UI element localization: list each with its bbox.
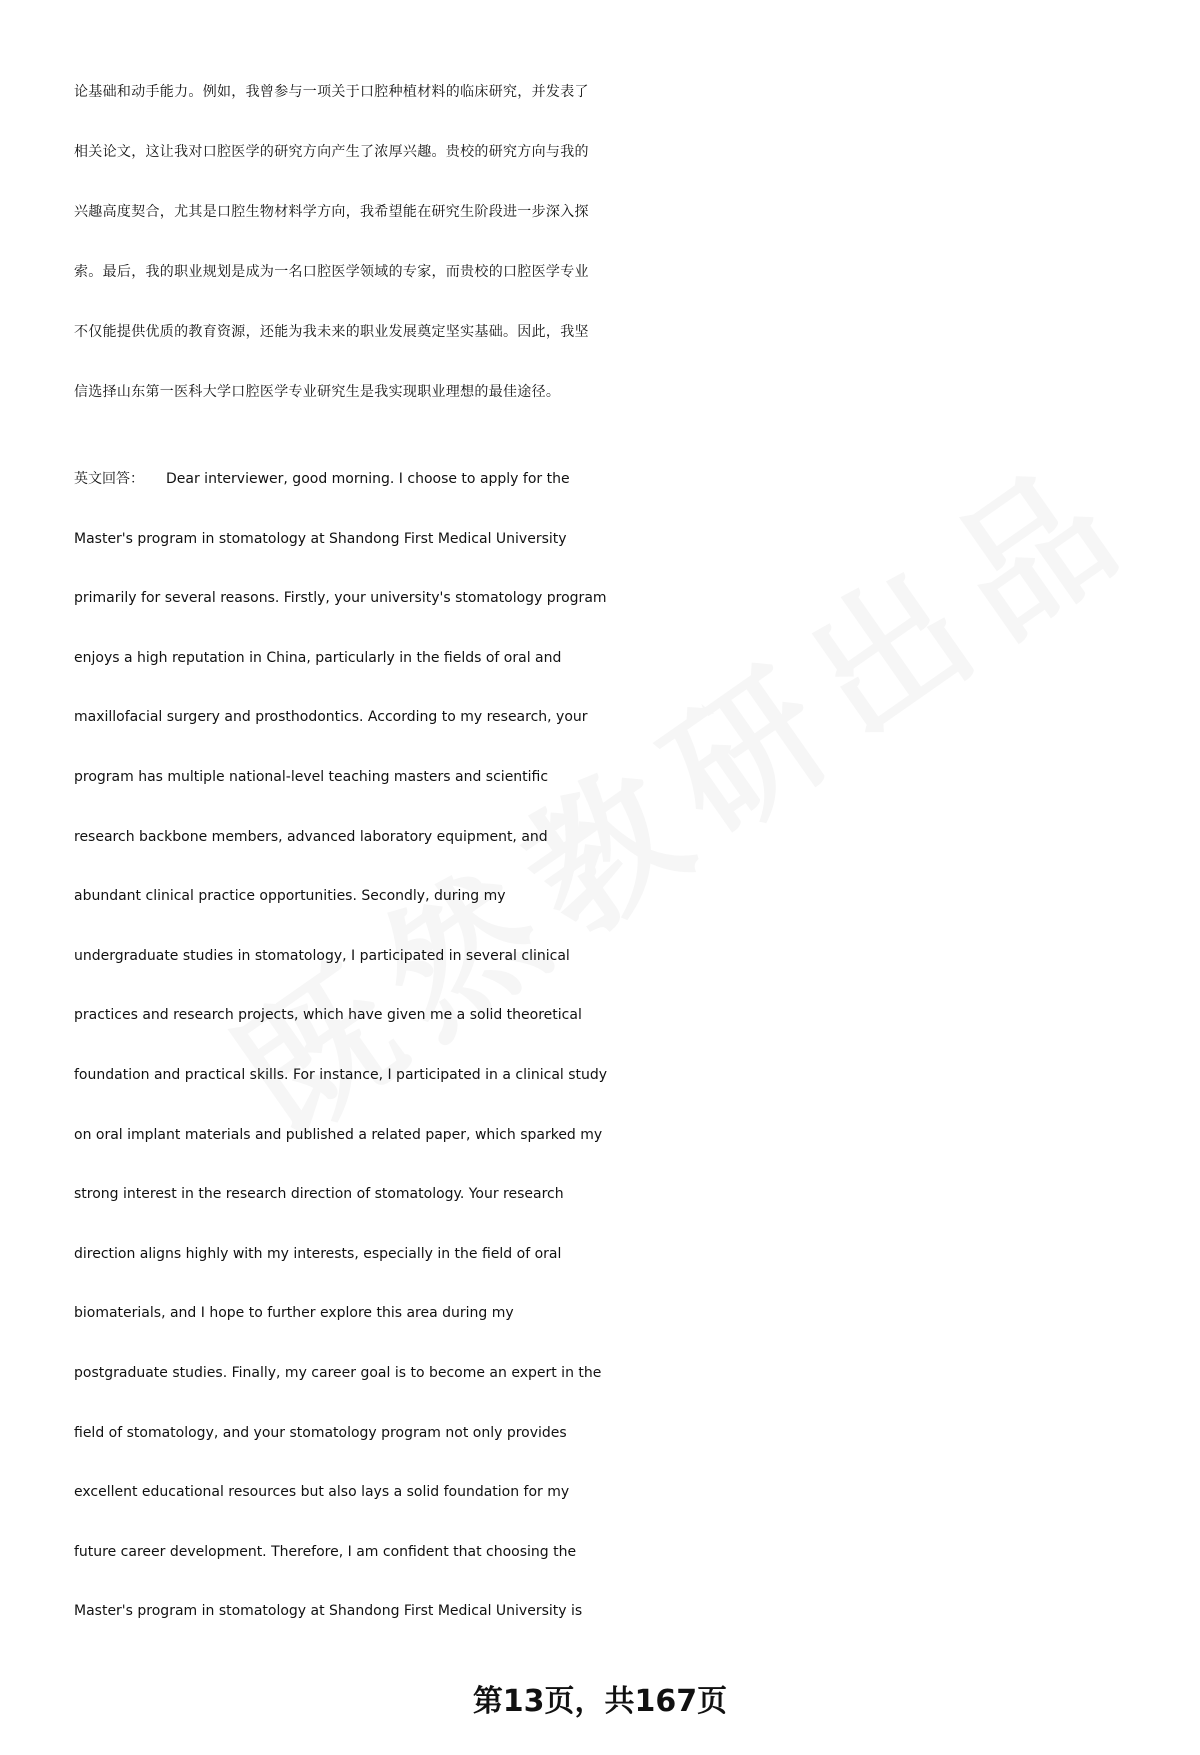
english-line: future career development. Therefore, I am confident that choosing the	[74, 1543, 577, 1560]
english-answer-paragraph	[74, 450, 1144, 1642]
english-line: practices and research projects, which have given me a solid theoretical	[74, 1007, 582, 1024]
chinese-line: 论基础和动手能力。例如，我曾参与一项关于口腔种植材料的临床研究，并发表了	[74, 84, 589, 100]
english-answer-first-line	[74, 450, 1144, 510]
english-line: research backbone members, advanced laboratory equipment, and	[74, 828, 548, 845]
chinese-line: 索。最后，我的职业规划是成为一名口腔医学领域的专家，而贵校的口腔医学专业	[74, 264, 589, 280]
english-line: Dear interviewer, good morning. I choose to apply for the	[166, 471, 570, 487]
paragraph-spacer	[74, 422, 1144, 450]
english-line: postgraduate studies. Finally, my career goal is to become an expert in the	[74, 1364, 602, 1381]
english-line: field of stomatology, and your stomatology program not only provides	[74, 1424, 567, 1441]
chinese-line: 相关论文，这让我对口腔医学的研究方向产生了浓厚兴趣。贵校的研究方向与我的	[74, 144, 589, 160]
english-line: foundation and practical skills. For instance, I participated in a clinical study	[74, 1066, 608, 1083]
english-answer-label: 英文回答：	[74, 471, 144, 487]
page-number-footer: 第13页，共167页	[472, 1684, 728, 1719]
english-line: strong interest in the research direction of stomatology. Your research	[74, 1186, 564, 1203]
english-line: undergraduate studies in stomatology, I participated in several clinical	[74, 947, 570, 964]
english-line: maxillofacial surgery and prosthodontics. According to my research, your	[74, 709, 588, 726]
english-line: biomaterials, and I hope to further explore this area during my	[74, 1305, 514, 1322]
english-line: program has multiple national-level teaching masters and scientific	[74, 768, 549, 785]
chinese-line: 不仅能提供优质的教育资源，还能为我未来的职业发展奠定坚实基础。因此，我坚	[74, 324, 589, 340]
english-line: direction aligns highly with my interests, especially in the field of oral	[74, 1245, 562, 1262]
english-line: Master's program in stomatology at Shandong First Medical University is	[74, 1603, 583, 1620]
english-line: on oral implant materials and published a related paper, which sparked my	[74, 1126, 603, 1143]
chinese-line: 信选择山东第一医科大学口腔医学专业研究生是我实现职业理想的最佳途径。	[74, 384, 561, 400]
page-content	[74, 62, 1144, 1642]
chinese-paragraph	[74, 62, 1144, 422]
english-line: primarily for several reasons. Firstly, your university's stomatology program	[74, 590, 607, 607]
english-line: abundant clinical practice opportunities. Secondly, during my	[74, 888, 506, 905]
english-line: Master's program in stomatology at Shandong First Medical University	[74, 530, 567, 547]
english-line: enjoys a high reputation in China, particularly in the fields of oral and	[74, 649, 562, 666]
chinese-line: 兴趣高度契合，尤其是口腔生物材料学方向，我希望能在研究生阶段进一步深入探	[74, 204, 589, 220]
english-line: excellent educational resources but also lays a solid foundation for my	[74, 1484, 570, 1501]
